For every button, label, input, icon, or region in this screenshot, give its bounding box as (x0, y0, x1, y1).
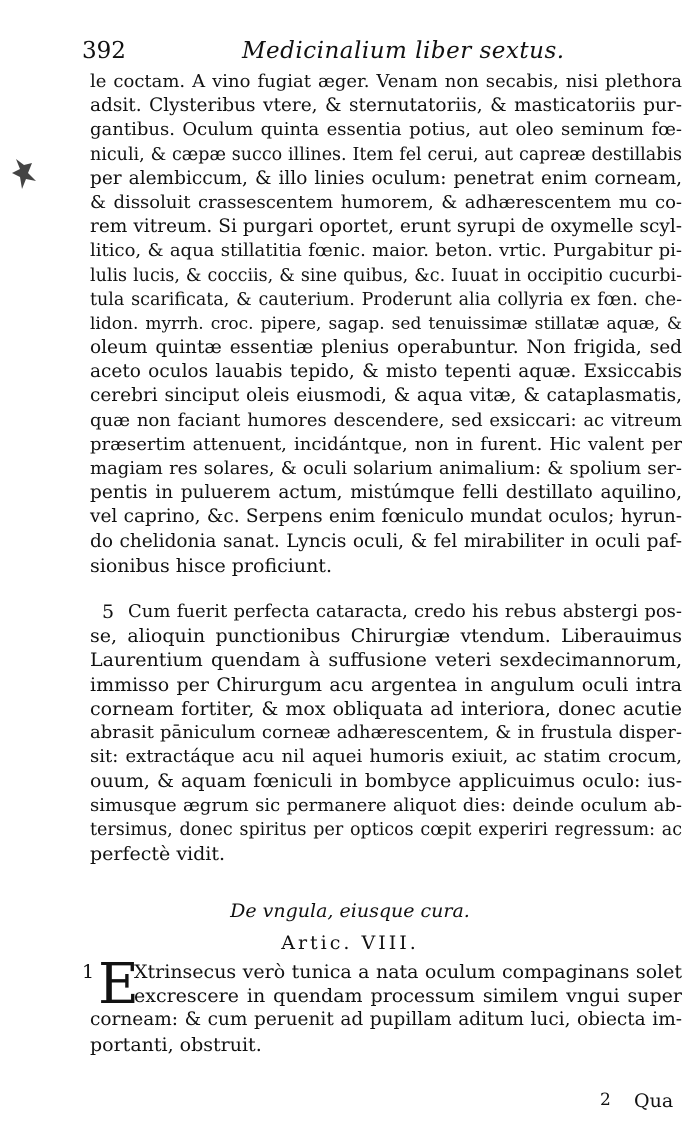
text-line: lidon. myrrh. croc. pipere, sagap. sed tenuissimæ stillatæ aquæ, & (90, 313, 682, 334)
text-line: vel caprino, &c. Serpens enim fœniculo mundat oculos; hyrun- (90, 506, 682, 528)
text-line: corneam: & cum peruenit ad pupillam aditum luci, obiecta im- (90, 1009, 682, 1031)
text-line: tersimus, donec spiritus per opticos cœpit experiri regressum: ac (90, 819, 682, 840)
paragraph-3 (90, 960, 682, 1057)
text-line: Laurentium quendam à suffusione veteri sexdecimannorum, (90, 649, 682, 672)
text-line: quæ non faciant humores descendere, sed exsiccari: ac vitreum (90, 409, 682, 431)
text-line: sit: extractáque acu nil aquei humoris exiuit, ac statim crocum, (90, 746, 682, 768)
text-line: litico, & aqua stillatitia fœnic. maior. beton. vrtic. Purgabitur pi- (90, 240, 682, 262)
text-line: pentis in puluerem actum, mistúmque felli destillato aquilino, (90, 482, 682, 504)
text-line: & dissoluit crassescentem humorem, & adhærescentem mu co- (90, 191, 682, 213)
text-line: oleum quintæ essentiæ plenius operabuntur. Non frigida, sed (90, 337, 682, 359)
text-line: simusque ægrum sic permanere aliquot dies: deinde oculum ab- (90, 794, 682, 816)
text-line: se, alioquin punctionibus Chirurgiæ vtendum. Liberauimus (90, 625, 682, 648)
text-line: cerebri sinciput oleis eiusmodi, & aqua vitæ, & cataplasmatis, (90, 385, 682, 407)
text-line: sionibus hisce proficiunt. (90, 554, 332, 577)
text-line: gantibus. Oculum quinta essentia potius, aut oleo seminum fœ- (90, 119, 682, 141)
page-number: 392 (82, 38, 126, 64)
text-line: portanti, obstruit. (90, 1033, 262, 1056)
page-header (82, 38, 682, 68)
paragraph-1 (90, 70, 682, 578)
text-line: Xtrinsecus verò tunica a nata oculum compaginans solet (134, 961, 682, 983)
text-line: abrasit pāniculum corneæ adhærescentem, & in frustula disper- (90, 721, 682, 743)
text-line: per alembiccum, & illo linies oculum: penetrat enim corneam, (90, 167, 682, 189)
paragraph-number: 1 (82, 961, 95, 983)
text-line: rem vitreum. Si purgari oportet, erunt syrupi de oxymelle scyl- (90, 216, 682, 238)
text-line: adsit. Clysteribus vtere, & sternutatoriis, & masticatoriis pur- (90, 95, 682, 117)
text-line: immisso per Chirurgum acu argentea in angulum oculi intra (90, 673, 682, 696)
text-line: corneam fortiter, & mox obliquata ad interiora, donec acutie (90, 697, 682, 720)
text-line: aceto oculos lauabis tepido, & misto tepenti aquæ. Exsiccabis (90, 361, 682, 383)
text-line: Cum fuerit perfecta cataracta, credo his rebus abstergi pos- (128, 601, 682, 622)
article-heading: Artic. VIII. (281, 932, 419, 954)
paragraph-number: 5 (102, 601, 115, 623)
text-line: niculi, & cæpæ succo illines. Item fel cerui, aut capreæ destillabis (90, 144, 682, 165)
ink-speck-mark (10, 155, 38, 195)
signature-mark: 2 (600, 1090, 611, 1110)
running-title: Medicinalium liber sextus. (242, 38, 565, 64)
drop-cap: E (98, 952, 139, 1017)
catchword: Qua (634, 1090, 674, 1112)
text-line: magiam res solares, & oculi solarium animalium: & spolium ser- (90, 458, 682, 479)
text-line: lulis lucis, & cocciis, & sine quibus, &c. Iuuat in occipitio cucurbi- (90, 265, 682, 286)
section-title: De vngula, eiusque cura. (230, 900, 470, 922)
text-line: excrescere in quendam processum similem vngui super (134, 985, 682, 1008)
text-line: ouum, & aquam fœniculi in bombyce applicuimus oculo: ius- (90, 770, 682, 793)
paragraph-2 (90, 600, 682, 866)
text-line: præsertim attenuent, incidántque, non in furent. Hic valent per (90, 433, 682, 455)
text-line: do chelidonia sanat. Lyncis oculi, & fel mirabiliter in oculi paf- (90, 530, 682, 552)
text-line: perfectè vidit. (90, 842, 226, 865)
text-line: le coctam. A vino fugiat æger. Venam non secabis, nisi plethora (90, 71, 682, 92)
text-line: tula scarificata, & cauterium. Proderunt alia collyria ex fœn. che- (90, 289, 682, 310)
